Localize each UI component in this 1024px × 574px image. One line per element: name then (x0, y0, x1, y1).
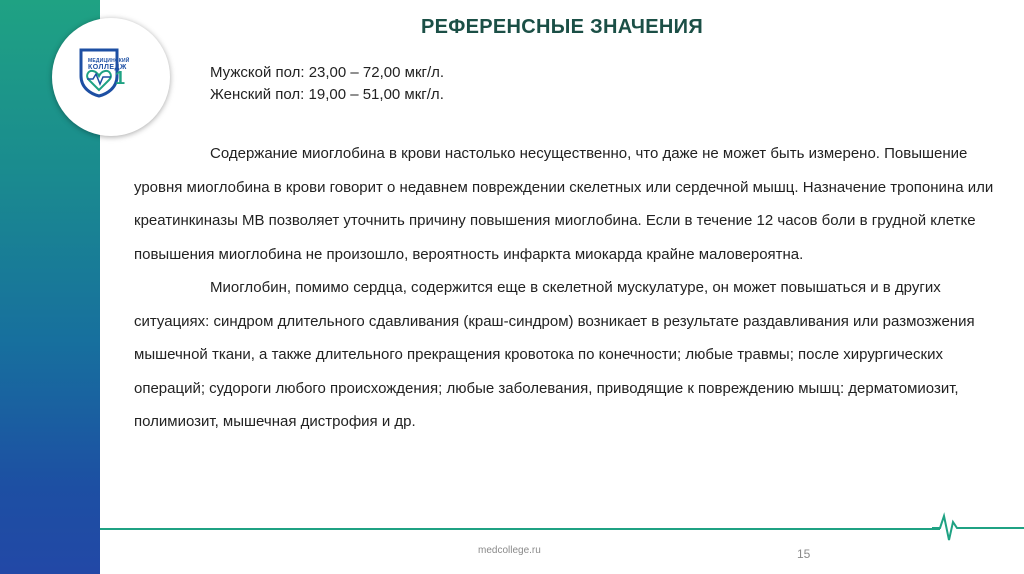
logo-text (88, 58, 138, 72)
reference-values (210, 62, 444, 106)
paragraph-2: Миоглобин, помимо сердца, содержится еще в скелетной мускулатуре, он может повышаться и в других ситуациях: синдром длительного сдавливания (краш-синдром) возникает в результате раздавливания или размозжения мышечной ткани, а также длительного прекращения кровотока по конечности; любые травмы; после хирургических операций; судороги любого происхождения; любые заболевания, приводящие к повреждению мышц: дерматомиозит, полимиозит, мышечная дистрофия и др. (134, 279, 975, 430)
ref-value-female: Женский пол: 19,00 – 51,00 мкг/л. (210, 86, 444, 103)
footer-url: medcollege.ru (478, 545, 541, 556)
paragraph-1: Содержание миоглобина в крови настолько несущественно, что даже не может быть измерено. Повышение уровня миоглобина в крови говорит о недавнем повреждении скелетных или сердечной мышц. Назначение тропонина или креатинкиназы МВ позволяет уточнить причину повышения миоглобина. Если в течение 12 часов боли в грудной клетке повышения миоглобина не произошло, вероятность инфаркта миокарда крайне маловероятна. (134, 145, 994, 263)
logo-line-2: КОЛЛЕДЖ (88, 64, 127, 71)
pulse-line-icon (932, 512, 1024, 542)
divider-line (100, 528, 940, 530)
logo-number: 1 (115, 68, 126, 88)
page-number: 15 (797, 547, 811, 561)
slide-title: РЕФЕРЕНСНЫЕ ЗНАЧЕНИЯ (420, 16, 704, 38)
ref-value-male: Мужской пол: 23,00 – 72,00 мкг/л. (210, 64, 445, 81)
body-text (134, 137, 1004, 439)
logo-line-1: МЕДИЦИНСКИЙ (88, 58, 130, 64)
